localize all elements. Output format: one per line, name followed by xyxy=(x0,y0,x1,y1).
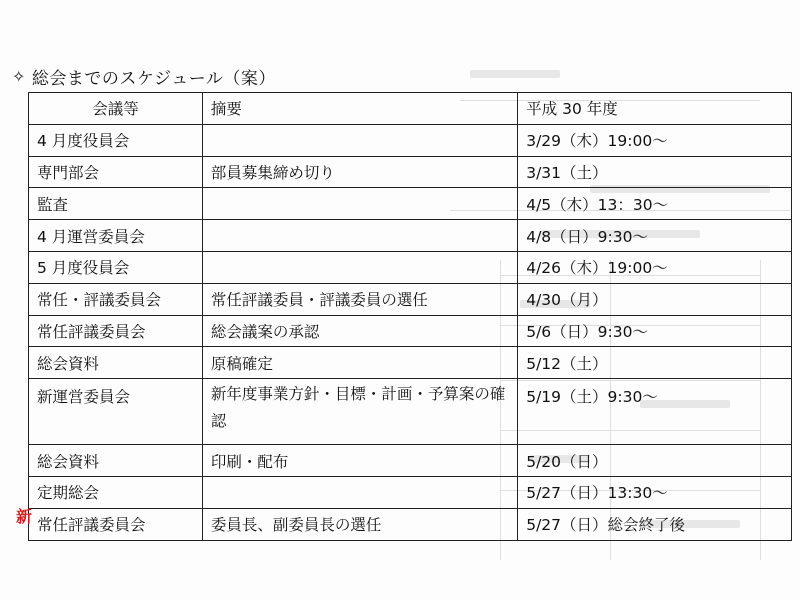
table-row xyxy=(29,476,792,508)
cell-meeting: 5 月度役員会 xyxy=(29,251,203,283)
cell-meeting: 総会資料 xyxy=(29,445,203,477)
table-row xyxy=(29,188,792,220)
table-row xyxy=(29,156,792,188)
cell-summary xyxy=(202,476,517,508)
table-row xyxy=(29,124,792,156)
cell-summary: 新年度事業方針・目標・計画・予算案の確認 xyxy=(202,379,517,445)
cell-date: 5/27（日）13:30～ xyxy=(518,476,792,508)
cropped-text-line xyxy=(10,30,530,50)
column-header-meeting: 会議等 xyxy=(29,93,203,125)
cell-date: 5/6（日）9:30～ xyxy=(518,315,792,347)
cell-summary xyxy=(202,188,517,220)
table-row xyxy=(29,347,792,379)
table-row xyxy=(29,251,792,283)
cell-meeting: 4 月運営委員会 xyxy=(29,220,203,252)
column-header-date: 平成 30 年度 xyxy=(518,93,792,125)
schedule-table xyxy=(28,92,792,541)
cell-summary xyxy=(202,251,517,283)
cell-meeting: 定期総会 xyxy=(29,476,203,508)
cell-date: 4/8（日）9:30～ xyxy=(518,220,792,252)
cell-date: 5/20（日） xyxy=(518,445,792,477)
table-row xyxy=(29,445,792,477)
cell-date: 4/30（月） xyxy=(518,283,792,315)
cell-summary xyxy=(202,220,517,252)
cell-summary: 常任評議委員・評議委員の選任 xyxy=(202,283,517,315)
cell-summary xyxy=(202,124,517,156)
cell-summary: 委員長、副委員長の選任 xyxy=(202,508,517,540)
cell-summary: 総会議案の承認 xyxy=(202,315,517,347)
cell-date: 5/27（日）総会終了後 xyxy=(518,508,792,540)
cell-meeting: 常任・評議委員会 xyxy=(29,283,203,315)
diamond-outline-icon: ✧ xyxy=(12,66,26,86)
table-row xyxy=(29,315,792,347)
cell-meeting: 専門部会 xyxy=(29,156,203,188)
cell-meeting: 常任評議委員会 xyxy=(29,508,203,540)
cell-meeting: 4 月度役員会 xyxy=(29,124,203,156)
cell-date: 3/31（土） xyxy=(518,156,792,188)
section-heading-text: 総会までのスケジュール（案） xyxy=(31,69,276,89)
cell-summary: 部員募集締め切り xyxy=(202,156,517,188)
cell-summary: 原稿確定 xyxy=(202,347,517,379)
cell-meeting: 新運営委員会 xyxy=(29,379,203,445)
cell-meeting: 監査 xyxy=(29,188,203,220)
cell-date: 5/19（土）9:30～ xyxy=(518,379,792,445)
cell-date: 5/12（土） xyxy=(518,347,792,379)
table-header-row xyxy=(29,93,792,125)
cell-meeting: 総会資料 xyxy=(29,347,203,379)
new-annotation-mark: 新 xyxy=(16,507,33,526)
section-heading xyxy=(12,64,276,89)
table-row xyxy=(29,379,792,445)
table-row xyxy=(29,508,792,540)
table-row xyxy=(29,283,792,315)
column-header-summary: 摘要 xyxy=(202,93,517,125)
cell-summary: 印刷・配布 xyxy=(202,445,517,477)
cell-meeting: 常任評議委員会 xyxy=(29,315,203,347)
table-row xyxy=(29,220,792,252)
cell-date: 4/5（木）13：30～ xyxy=(518,188,792,220)
cell-date: 4/26（木）19:00～ xyxy=(518,251,792,283)
cell-date: 3/29（木）19:00～ xyxy=(518,124,792,156)
